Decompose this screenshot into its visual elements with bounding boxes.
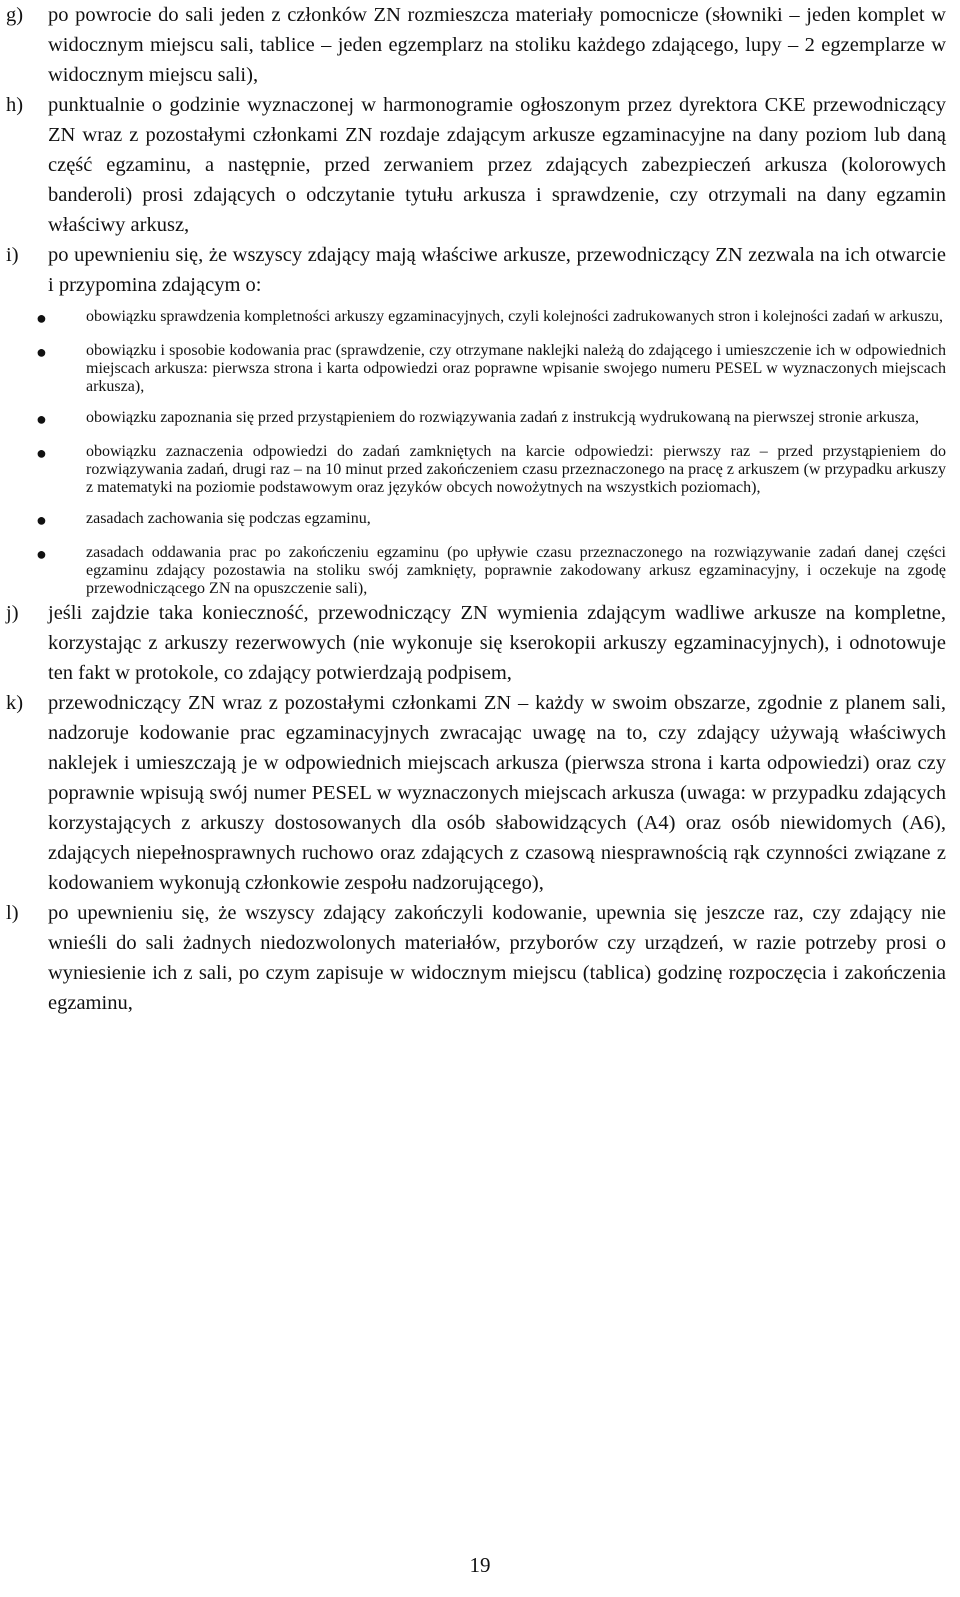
item-label: h)	[6, 94, 24, 116]
item-text: po upewnieniu się, że wszyscy zdający mają właściwe arkusze, przewodniczący ZN zezwala na ich otwarcie i przypomina zdającym o:	[48, 244, 946, 296]
item-text: punktualnie o godzinie wyznaczonej w harmonogramie ogłoszonym przez dyrektora CKE przewodniczący ZN wraz z pozostałymi członkami ZN rozdaje zdającym arkusze egzaminacyjne na dany poziom lub daną część egzaminu, a następnie, przed zerwaniem przez zdających zabezpieczeń arkusza (kolorowych banderoli) prosi zdających o odczytanie tytułu arkusza i sprawdzenie, czy otrzymali na dany egzamin właściwy arkusz,	[48, 94, 946, 236]
page-number: 19	[469, 1553, 491, 1577]
bullet-icon: ●	[36, 510, 47, 530]
list-item-k	[6, 688, 946, 898]
bullet-item	[6, 409, 946, 430]
bullet-icon: ●	[36, 409, 47, 429]
bullet-item	[6, 544, 946, 598]
list-item-i	[6, 240, 946, 300]
item-label: j)	[6, 602, 19, 624]
instruction-list	[6, 0, 946, 1018]
item-text: przewodniczący ZN wraz z pozostałymi członkami ZN – każdy w swoim obszarze, zgodnie z planem sali, nadzoruje kodowanie prac egzaminacyjnych zwracając uwagę na to, czy zdający używają właściwych naklejek i umieszczają je w odpowiednich miejscach arkusza (pierwsza strona i karta odpowiedzi) oraz czy poprawnie wpisują swój numer PESEL w wyznaczonych miejscach arkusza (uwaga: w przypadku zdających korzystających z arkuszy dostosowanych dla osób słabowidzących (A4) oraz osób niewidomych (A6), zdających niepełnosprawnych ruchowo oraz zdających z czasową niesprawnością rąk czynności związane z kodowaniem wykonują członkowie zespołu nadzorującego),	[48, 692, 946, 894]
item-text: jeśli zajdzie taka konieczność, przewodniczący ZN wymienia zdającym wadliwe arkusze na kompletne, korzystając z arkuszy rezerwowych (nie wykonuje się kserokopii arkuszy egzaminacyjnych), i odnotowuje ten fakt w protokole, co zdający potwierdzają podpisem,	[48, 602, 946, 684]
bullet-text: zasadach oddawania prac po zakończeniu egzaminu (po upływie czasu przeznaczonego na rozwiązywanie zadań danej części egzaminu zdający pozostawia na stoliku swój zamknięty, poprawnie zakodowany arkusz egzaminacyjny, i oczekuje na zgodę przewodniczącego ZN na opuszczenie sali),	[86, 544, 946, 597]
list-item-h	[6, 90, 946, 240]
item-label: k)	[6, 692, 24, 714]
list-item-l	[6, 898, 946, 1018]
list-item-g	[6, 0, 946, 90]
bullet-text: obowiązku sprawdzenia kompletności arkuszy egzaminacyjnych, czyli kolejności zadrukowanych stron i kolejności zadań w arkuszu,	[86, 308, 944, 325]
bullet-item	[6, 308, 946, 329]
bullet-icon: ●	[36, 342, 47, 362]
bullet-icon: ●	[36, 308, 47, 328]
bullet-text: obowiązku i sposobie kodowania prac (sprawdzenie, czy otrzymane naklejki należą do zdającego i umieszczenie ich w odpowiednich miejscach arkusza: pierwsza strona i karta odpowiedzi oraz poprawne wpisanie swojego numeru PESEL w wyznaczonych miejscach arkusza),	[86, 342, 946, 395]
bullet-item	[6, 510, 946, 531]
item-text: po powrocie do sali jeden z członków ZN rozmieszcza materiały pomocnicze (słowniki – jeden komplet w widocznym miejscu sali, tablice – jeden egzemplarz na stoliku każdego zdającego, lupy – 2 egzemplarze w widocznym miejscu sali),	[48, 4, 946, 86]
bullet-item	[6, 342, 946, 396]
item-label: l)	[6, 902, 19, 924]
bullet-text: obowiązku zapoznania się przed przystąpieniem do rozwiązywania zadań z instrukcją wydrukowaną na pierwszej stronie arkusza,	[86, 409, 919, 426]
item-text: po upewnieniu się, że wszyscy zdający zakończyli kodowanie, upewnia się jeszcze raz, czy zdający nie wnieśli do sali żadnych niedozwolonych materiałów, przyborów czy urządzeń, w razie potrzeby prosi o wyniesienie ich z sali, po czym zapisuje w widocznym miejscu (tablica) godzinę rozpoczęcia i zakończenia egzaminu,	[48, 902, 946, 1014]
bullet-icon: ●	[36, 544, 47, 564]
bullet-item	[6, 443, 946, 497]
item-label: g)	[6, 4, 24, 26]
reminder-bullet-list	[6, 308, 946, 598]
bullet-text: obowiązku zaznaczenia odpowiedzi do zadań zamkniętych na karcie odpowiedzi: pierwszy raz – przed przystąpieniem do rozwiązywania zadań, drugi raz – na 10 minut przed zakończeniem czasu przeznaczonego na pracę z arkuszem (w przypadku arkuszy z matematyki na poziomie podstawowym oraz języków obcych nowożytnych na wszystkich poziomach),	[86, 443, 946, 496]
bullet-text: zasadach zachowania się podczas egzaminu,	[86, 510, 371, 527]
item-label: i)	[6, 244, 19, 266]
bullet-icon: ●	[36, 443, 47, 463]
list-item-j	[6, 598, 946, 688]
